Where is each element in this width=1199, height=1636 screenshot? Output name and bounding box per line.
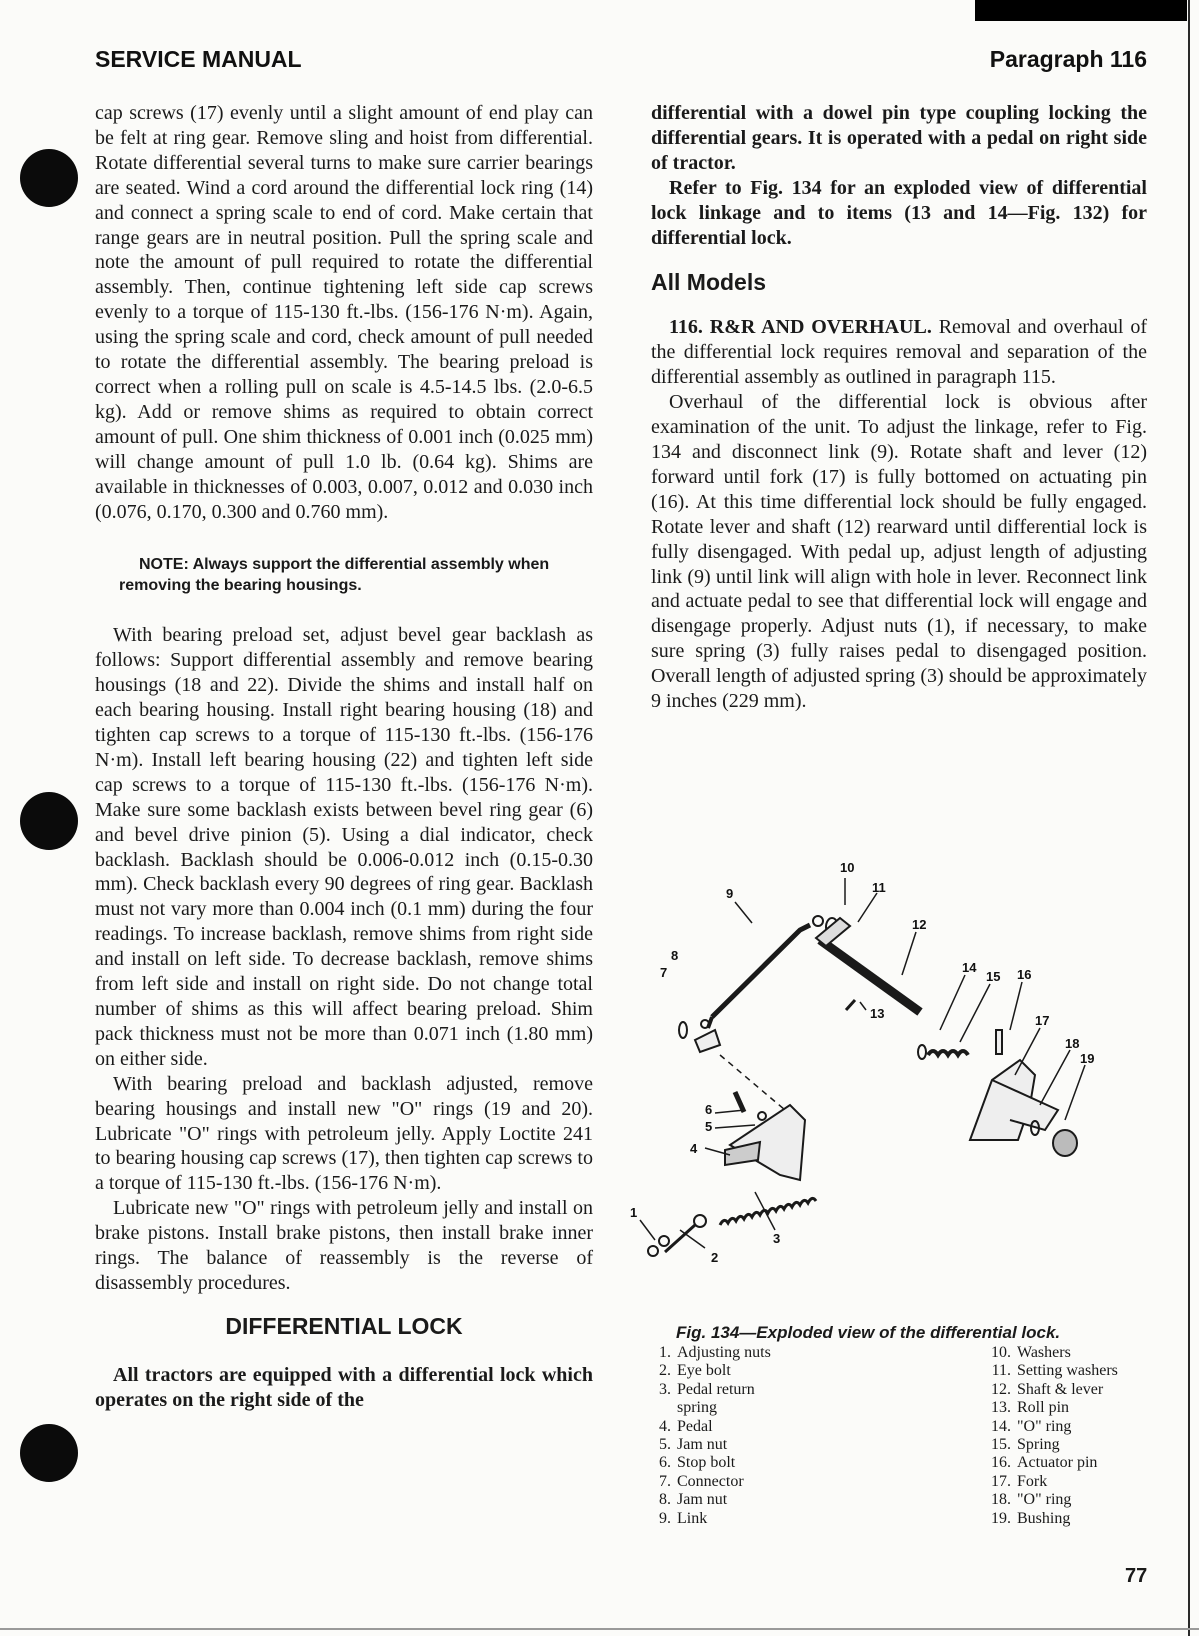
callout-3: 3 bbox=[773, 1231, 781, 1246]
section-title: DIFFERENTIAL LOCK bbox=[225, 1312, 463, 1339]
callout-12: 12 bbox=[912, 917, 927, 932]
callout-5: 5 bbox=[705, 1119, 713, 1134]
legend-item: 11. Setting washers bbox=[991, 1362, 1118, 1380]
paragraph: Lubricate new "O" rings with petroleum jelly and install on brake pistons. Install brake pistons, then install brake inner rings. The balance of reassembly is the reverse of disassembly procedures. bbox=[95, 1197, 593, 1294]
right-column bbox=[651, 101, 1147, 714]
paragraph: differential with a dowel pin type coupling locking the differential gears. It is operated with a pedal on right side of tractor. bbox=[651, 102, 1147, 174]
nut-part bbox=[648, 1246, 658, 1256]
punch-hole bbox=[20, 1424, 78, 1482]
legend-item: 6. Stop bolt bbox=[659, 1454, 736, 1472]
callout-2: 2 bbox=[711, 1250, 719, 1265]
page-edge bbox=[1188, 0, 1190, 1636]
callout-8: 8 bbox=[671, 948, 679, 963]
legend-item: 5. Jam nut bbox=[659, 1436, 728, 1454]
scan-edge-tab bbox=[975, 0, 1187, 21]
callout-10: 10 bbox=[840, 860, 855, 875]
callout-17: 17 bbox=[1035, 1013, 1050, 1028]
eye-bolt-part bbox=[665, 1225, 695, 1252]
connector-part bbox=[695, 1030, 720, 1052]
legend-item: 4. Pedal bbox=[659, 1417, 713, 1435]
washer-part bbox=[813, 916, 823, 926]
callout-1: 1 bbox=[630, 1205, 638, 1220]
pedal-bracket-part bbox=[730, 1105, 805, 1180]
callout-6: 6 bbox=[705, 1102, 713, 1117]
paragraph: With bearing preload set, adjust bevel gear backlash as follows: Support differential assembly and remove bearing housings (18 and 22). Divide the shims and install half on each bearing housing. Install right bearing housing (18) and tighten cap screws to a torque of 115-130 ft.-lbs. (156-176 N·m). Install left bearing housing (22) and tighten left side cap screws to a torque of 115-130 ft.-lbs. (156-176 N·m). Make sure some backlash exists between bevel ring gear (6) and bevel drive pinion (5). Using a dial indicator, check backlash. Backlash should be 0.006-0.012 inch (0.15-0.30 mm). Check backlash every 90 degrees of ring gear. Backlash must not vary more than 0.004 inch (0.1 mm) during the four readings. To increase backlash, remove shims from right side and install on left side. To decrease backlash, remove shims from left side and install on right side. Do not change total number of shims as this will affect bearing preload. Shim pack thickness must not be more than 0.071 inch (1.80 mm) on either side. bbox=[95, 624, 593, 1070]
actuator-pin-part bbox=[996, 1030, 1002, 1054]
callout-4: 4 bbox=[690, 1141, 698, 1156]
figure-caption: Fig. 134—Exploded view of the differential lock. bbox=[676, 1323, 1061, 1342]
legend-item: 7. Connector bbox=[659, 1472, 744, 1490]
paragraph: Refer to Fig. 134 for an exploded view of differential lock linkage and to items (13 and 14—Fig. 132) for differential lock. bbox=[651, 176, 1147, 249]
note: NOTE: Always support the differential assembly when removing the bearing housings. bbox=[119, 556, 550, 595]
legend-item: 12. Shaft & lever bbox=[991, 1380, 1104, 1398]
bushing-part bbox=[1053, 1130, 1077, 1156]
paragraph: All tractors are equipped with a differential lock which operates on the right side of the bbox=[95, 1363, 593, 1411]
shaft-lever-part bbox=[820, 940, 920, 1012]
legend-item: 1. Adjusting nuts bbox=[659, 1344, 771, 1361]
legend-item: 14. "O" ring bbox=[991, 1417, 1072, 1435]
legend-item: spring bbox=[677, 1399, 717, 1417]
legend-item: 13. Roll pin bbox=[991, 1399, 1070, 1417]
legend-item: 9. Link bbox=[659, 1509, 708, 1527]
legend-item: 10. Washers bbox=[991, 1344, 1071, 1361]
paragraph: Overhaul of the differential lock is obvious after examination of the unit. To adjust the linkage, refer to Fig. 134 and disconnect link (9). Rotate shaft and lever (12) forward until fork (17) is fully bottomed on actuating pin (16). At this time differential lock should be fully engaged. Rotate lever and shaft (12) rearward until differential lock is fully disengaged. With pedal up, adjust length of adjusting link (9) until link will align with hole in lever. Reconnect link and actuate pedal to see that differential lock will engage and disengage properly. Adjust nuts (1), if necessary, to make sure spring (3) fully raises pedal to disengaged position. Overall length of adjusted spring (3) should be approximately 9 inches (229 mm). bbox=[651, 391, 1147, 713]
callout-13: 13 bbox=[870, 1006, 885, 1021]
running-header-left: SERVICE MANUAL bbox=[95, 46, 302, 72]
running-header-right: Paragraph 116 bbox=[989, 46, 1147, 72]
callout-16: 16 bbox=[1017, 967, 1032, 982]
exploded-view-figure bbox=[630, 860, 1160, 1300]
legend-item: 17. Fork bbox=[991, 1472, 1048, 1490]
paragraph: cap screws (17) evenly until a slight amount of end play can be felt at ring gear. Remove sling and hoist from differential. Rotate differential several turns to make sure carrier bearings are seated. Wind a cord around the differential lock ring (14) and connect a spring scale to end of cord. Make certain that range gears are in neutral position. Pull the spring scale and note the amount of pull required to rotate the differential assembly. Then, continue tightening left side cap screws evenly to a torque of 115-130 ft.-lbs. (156-176 N·m). Again, using the spring scale and cord, check amount of pull needed to rotate the differential assembly. The bearing preload is correct when a rolling pull on scale is 4.5-14.5 lbs. (2.0-6.5 kg). Add or remove shims as required to obtain correct amount of pull. One shim thickness of 0.001 inch (0.025 mm) will change amount of pull 1.0 lb. (0.64 kg). Shims are available in thicknesses of 0.003, 0.007, 0.012 and 0.030 inch (0.076, 0.170, 0.300 and 0.760 mm). bbox=[95, 102, 593, 523]
return-spring-part bbox=[720, 1198, 816, 1225]
left-column bbox=[95, 101, 593, 1413]
legend-item: 8. Jam nut bbox=[659, 1491, 728, 1509]
spring-part bbox=[928, 1051, 968, 1055]
punch-hole bbox=[20, 792, 78, 850]
punch-hole bbox=[20, 149, 78, 207]
legend-item: 19. Bushing bbox=[991, 1509, 1071, 1527]
callout-15: 15 bbox=[986, 969, 1001, 984]
link-part bbox=[712, 925, 810, 1017]
callout-19: 19 bbox=[1080, 1051, 1095, 1066]
callout-7: 7 bbox=[660, 965, 668, 980]
legend-item: 16. Actuator pin bbox=[991, 1454, 1098, 1472]
callout-14: 14 bbox=[962, 960, 977, 975]
legend-item: 3. Pedal return bbox=[659, 1380, 755, 1398]
paragraph-text: Removal and overhaul of the differential lock requires removal and separation of the differential assembly as outlined in paragraph 115. bbox=[651, 316, 1147, 389]
paragraph bbox=[651, 315, 1147, 390]
subheading: All Models bbox=[651, 269, 767, 296]
page-bottom-edge bbox=[0, 1628, 1199, 1630]
paragraph: With bearing preload and backlash adjusted, remove bearing housings and install new "O" rings (19 and 20). Lubricate "O" rings with petroleum jelly. Apply Loctite 241 to bearing housing cap screws (17), then tighten cap screws to a torque of 115-130 ft.-lbs. (156-176 N·m). bbox=[95, 1072, 593, 1195]
figure-legend-left bbox=[645, 1344, 771, 1528]
legend-item: 15. Spring bbox=[991, 1436, 1060, 1454]
callout-18: 18 bbox=[1065, 1036, 1080, 1051]
figure-legend-right bbox=[985, 1344, 1118, 1528]
callout-11: 11 bbox=[872, 880, 886, 895]
figure-callouts bbox=[630, 860, 1094, 1265]
legend-item: 2. Eye bolt bbox=[659, 1362, 731, 1380]
paragraph-lead: 116. R&R AND OVERHAUL. bbox=[669, 316, 932, 339]
page-number: 77 bbox=[1125, 1565, 1148, 1587]
legend-item: 18. "O" ring bbox=[991, 1491, 1072, 1509]
callout-9: 9 bbox=[726, 886, 734, 901]
